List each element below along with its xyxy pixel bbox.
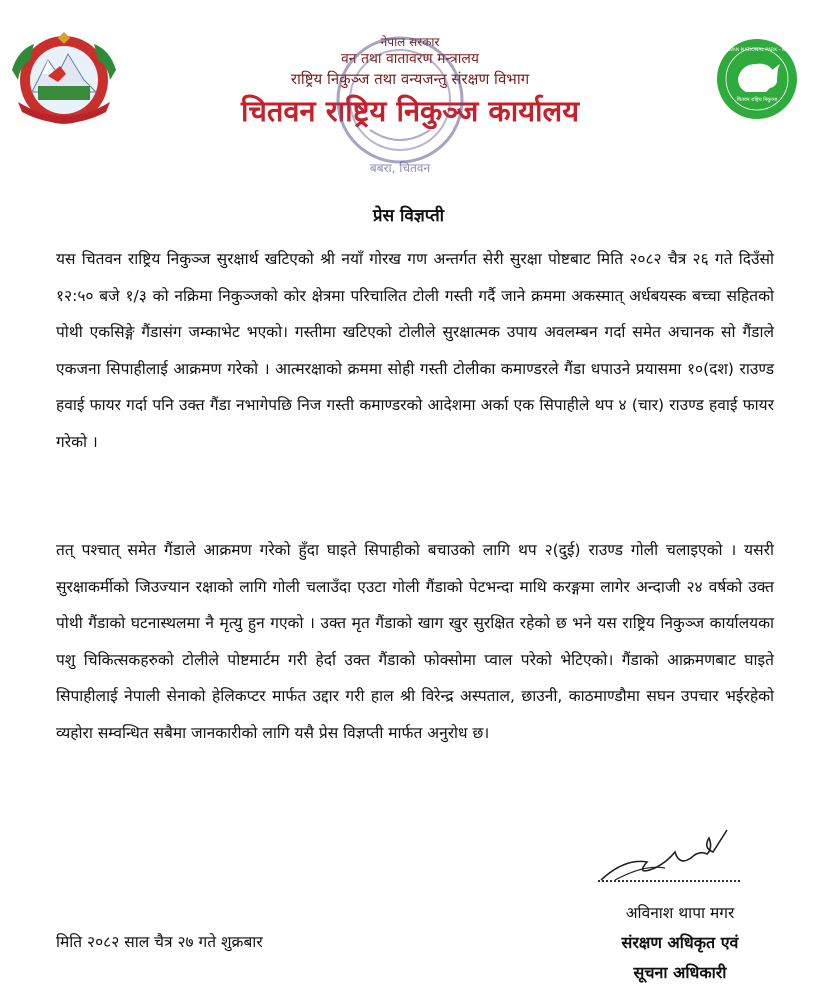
- body-paragraph-2: तत् पश्चात् समेत गैंडाले आक्रमण गरेको हुँदा घाइते सिपाहीको बचाउको लागि थप २(दुई) राउण्ड गोली चलाइएको । यसरी सुरक्षाकर्मीको जिउज्यान रक्षाको लागि गोली चलाउँदा एउटा गोली गैंडाको पेटभन्दा माथि करङ्गमा लागेर अन्दाजी २४ वर्षको उक्त पोथी गैंडाको घटनास्थलमा नै मृत्यु हुन गएको । उक्त मृत गैंडाको खाग खुर सुरक्षित रहेको छ भने यस राष्ट्रिय निकुञ्ज कार्यालयका पशु चिकित्सकहरुको टोलीले पोष्टमार्टम गरी हेर्दा उक्त गैंडाको फोक्सोमा प्वाल परेको भेटिएको। गैंडाको आक्रमणबाट घाइते सिपाहीलाई नेपाली सेनाको हेलिकप्टर मार्फत उद्दार गरी हाल श्री विरेन्द्र अस्पताल, छाउनी, काठमाण्डौमा सघन उपचार भईरहेको व्यहोरा सम्वन्धित सबैमा जानकारीको लागि यसै प्रेस विज्ञप्ती मार्फत अनुरोध छ।: [56, 541, 774, 742]
- nepal-emblem-icon: [8, 30, 120, 130]
- stamp-text: बबरा, चितवन: [369, 161, 431, 175]
- signature-line: [598, 880, 740, 882]
- signer-block: [560, 898, 800, 988]
- signature-icon: [595, 818, 735, 888]
- official-stamp-icon: [330, 30, 470, 180]
- signer-role-1: संरक्षण अधिकृत एवं: [621, 933, 739, 952]
- body-paragraph-1: यस चितवन राष्ट्रिय निकुञ्ज सुरक्षार्थ खटिएको श्री नयाँ गोरख गण अन्तर्गत सेरी सुरक्षा पोष्टबाट मिति २०८२ चैत्र २६ गते दिउँसो १२:५० बजे १/३ को नक्रिमा निकुञ्जको कोर क्षेत्रमा परिचालित टोली गस्ती गर्दै जाने क्रममा अकस्मात् अर्धबयस्क बच्चा सहितको पोथी एकसिङ्गे गैंडासंग जम्काभेट भएको। गस्तीमा खटिएको टोलीले सुरक्षात्मक उपाय अवलम्बन गर्दा समेत अचानक सो गैंडाले एकजना सिपाहीलाई आक्रमण गरेको । आत्मरक्षाको क्रममा सोही गस्ती टोलीका कमाण्डरले गैंडा धपाउने प्रयासमा १०(दश) राउण्ड हवाई फायर गर्दा पनि उक्त गैंडा नभागेपछि निज गस्ती कमाण्डरको आदेशमा अर्का एक सिपाहीले थप ४ (चार) राउण्ड हवाई फायर गरेको ।: [56, 250, 774, 451]
- signer-name: अविनाश थापा मगर: [625, 904, 735, 922]
- issue-date: मिति २०८२ साल चैत्र २७ गते शुक्रबार: [56, 933, 263, 951]
- park-logo-subtext: चितवन राष्ट्रिय निकुञ्ज: [736, 97, 778, 103]
- office-name: चितवन राष्ट्रिय निकुञ्ज कार्यालय: [240, 94, 580, 128]
- department-name: राष्ट्रिय निकुञ्ज तथा वन्यजन्तु संरक्षण विभाग: [290, 70, 530, 88]
- chitwan-national-park-logo-icon: [716, 38, 798, 120]
- signer-role-2: सूचना अधिकारी: [633, 963, 727, 982]
- park-logo-text: CHITWAN NATIONAL PARK - NEPAL: [717, 48, 797, 53]
- document-title: प्रेस विज्ञप्ती: [372, 206, 445, 226]
- govt-name: नेपाल सरकार: [380, 35, 440, 49]
- ministry-name: वन तथा वातावरण मन्त्रालय: [341, 51, 479, 67]
